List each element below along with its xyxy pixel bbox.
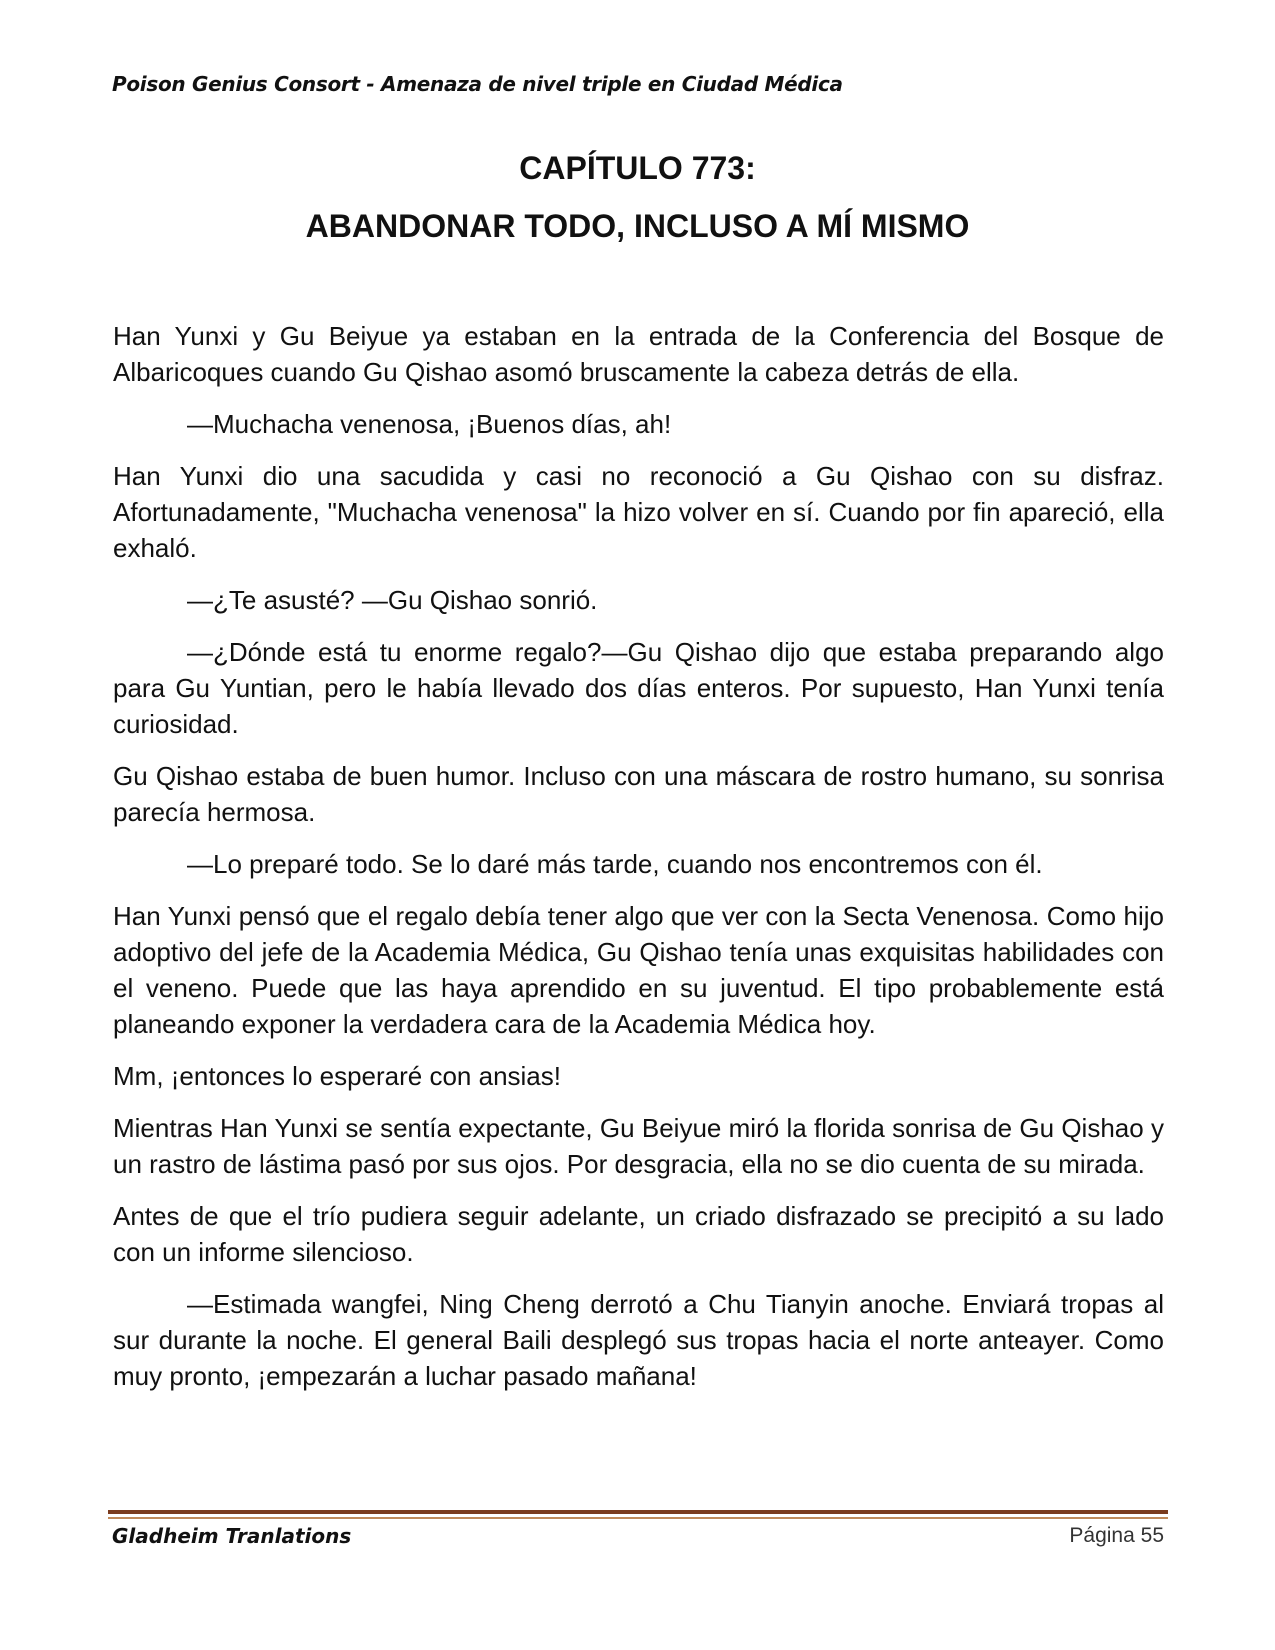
paragraph: —¿Te asusté? —Gu Qishao sonrió. xyxy=(187,585,598,615)
footer-rule-thin xyxy=(108,1517,1168,1519)
paragraph: —Muchacha venenosa, ¡Buenos días, ah! xyxy=(187,409,672,439)
paragraph: Gu Qishao estaba de buen humor. Incluso con una máscara de rostro humano, su sonrisa parecía hermosa. xyxy=(113,761,1164,827)
chapter-title: ABANDONAR TODO, INCLUSO A MÍ MISMO xyxy=(305,208,970,244)
paragraph: —Estimada wangfei, Ning Cheng derrotó a Chu Tianyin anoche. Enviará tropas al sur durante la noche. El general Baili desplegó sus tropas hacia el norte anteayer. Como muy pronto, ¡empezarán a luchar pasado mañana! xyxy=(113,1289,1164,1391)
paragraph: Han Yunxi dio una sacudida y casi no reconoció a Gu Qishao con su disfraz. Afortunadamente, "Muchacha venenosa" la hizo volver en sí. Cuando por fin apareció, ella exhaló. xyxy=(113,461,1164,563)
paragraph: —Lo preparé todo. Se lo daré más tarde, cuando nos encontremos con él. xyxy=(187,849,1043,879)
paragraph: Mientras Han Yunxi se sentía expectante, Gu Beiyue miró la florida sonrisa de Gu Qishao y un rastro de lástima pasó por sus ojos. Por desgracia, ella no se dio cuenta de su mirada. xyxy=(113,1113,1164,1179)
paragraph: Antes de que el trío pudiera seguir adelante, un criado disfrazado se precipitó a su lado con un informe silencioso. xyxy=(113,1201,1164,1267)
chapter-number: CAPÍTULO 773: xyxy=(519,150,756,186)
paragraph: Han Yunxi pensó que el regalo debía tener algo que ver con la Secta Venenosa. Como hijo adoptivo del jefe de la Academia Médica, Gu Qishao tenía unas exquisitas habilidades con el veneno. Puede que las haya aprendido en su juventud. El tipo probablemente está planeando exponer la verdadera cara de la Academia Médica hoy. xyxy=(113,901,1164,1039)
page-label: Página xyxy=(1069,1524,1135,1547)
running-header: Poison Genius Consort - Amenaza de nivel triple en Ciudad Médica xyxy=(112,72,843,96)
footer-rule xyxy=(108,1510,1168,1514)
body-text xyxy=(113,318,1164,1410)
page-number-value: 55 xyxy=(1140,1524,1164,1547)
paragraph: —¿Dónde está tu enorme regalo?—Gu Qishao dijo que estaba preparando algo para Gu Yuntian, pero le había llevado dos días enteros. Por supuesto, Han Yunxi tenía curiosidad. xyxy=(113,637,1164,739)
paragraph: Han Yunxi y Gu Beiyue ya estaban en la entrada de la Conferencia del Bosque de Albaricoques cuando Gu Qishao asomó bruscamente la cabeza detrás de ella. xyxy=(113,321,1164,387)
footer-publisher: Gladheim Tranlations xyxy=(112,1524,352,1548)
page-number xyxy=(1069,1524,1164,1548)
paragraph: Mm, ¡entonces lo esperaré con ansias! xyxy=(113,1061,561,1091)
